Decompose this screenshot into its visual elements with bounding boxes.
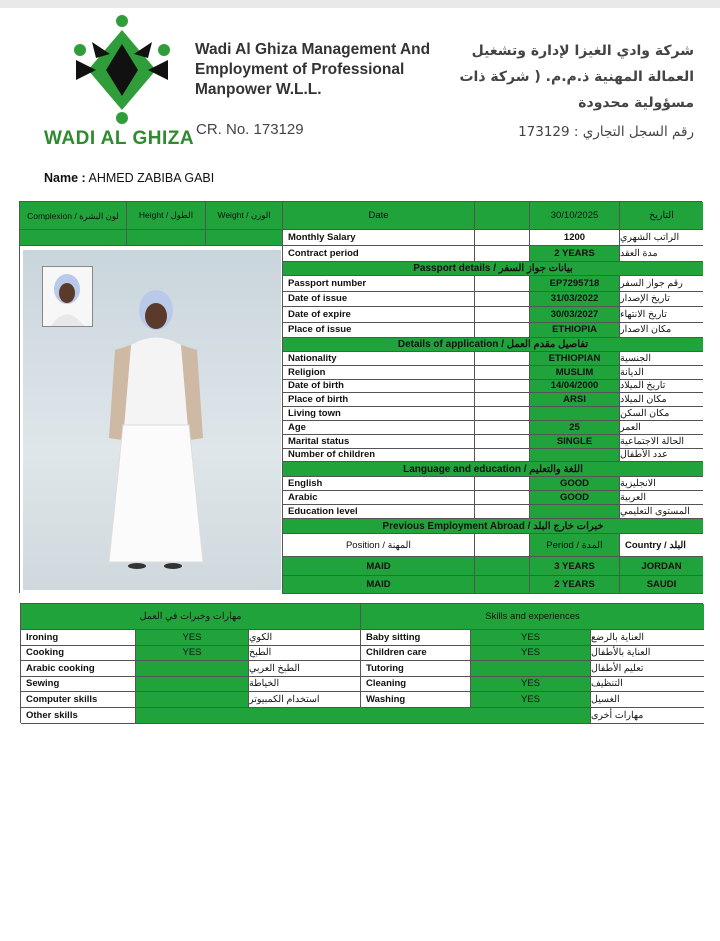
candidate-name-line: [44, 171, 214, 185]
application-row-spacer: [475, 352, 530, 366]
application-row-label: Living town: [283, 407, 475, 421]
salary-spacer: [475, 230, 530, 246]
skill-left-value: YES: [136, 646, 249, 662]
skill-left-value: [136, 677, 249, 693]
application-row-spacer: [475, 380, 530, 394]
language-row-value: [530, 505, 620, 519]
language-row-label: Education level: [283, 505, 475, 519]
position-spacer: [475, 534, 530, 557]
logo-wordmark: WADI AL GHIZA: [44, 128, 195, 149]
company-english-name: Wadi Al Ghiza Management And Employment of Professional Manpower W.L.L.: [195, 41, 431, 98]
contract-arabic-label: مدة العقد: [620, 246, 703, 262]
application-row-spacer: [475, 393, 530, 407]
application-row-spacer: [475, 435, 530, 449]
skills-title-english: Skills and experiences: [361, 604, 704, 630]
salary-value: 1200: [530, 230, 620, 246]
application-row-arabic-label: الحالة الاجتماعية: [620, 435, 703, 449]
passport-row-label: Passport number: [283, 276, 475, 292]
passport-row-label: Date of expire: [283, 307, 475, 323]
passport-row-arabic-label: مكان الاصدار: [620, 323, 703, 339]
skill-right-label: Children care: [361, 646, 471, 662]
salary-label: Monthly Salary: [283, 230, 475, 246]
application-row-value: ETHIOPIAN: [530, 352, 620, 366]
previous-spacer: [475, 557, 530, 575]
previous-position: MAID: [283, 557, 475, 575]
application-row-label: Place of birth: [283, 393, 475, 407]
skill-left-label: Ironing: [21, 630, 136, 646]
other-skills-arabic-label: مهارات أخرى: [591, 708, 704, 725]
passport-row-arabic-label: رقم جواز السفر: [620, 276, 703, 292]
position-header: Position / المهنة: [283, 534, 475, 557]
skill-left-value: [136, 692, 249, 708]
skill-left-arabic-label: الكوي: [249, 630, 361, 646]
date-label: Date: [283, 202, 475, 230]
skill-right-arabic-label: الغسيل: [591, 692, 704, 708]
passport-row-value: EP7295718: [530, 276, 620, 292]
other-skills-label: Other skills: [21, 708, 136, 725]
skill-left-label: Arabic cooking: [21, 661, 136, 677]
application-row-arabic-label: تاريخ الميلاد: [620, 380, 703, 394]
language-row-spacer: [475, 477, 530, 491]
application-row-label: Marital status: [283, 435, 475, 449]
portrait-icon: [43, 267, 92, 326]
skill-right-value: YES: [471, 646, 591, 662]
language-row-arabic-label: الانجليزية: [620, 477, 703, 491]
skill-right-value: YES: [471, 677, 591, 693]
skill-right-value: YES: [471, 630, 591, 646]
previous-country: SAUDI: [620, 576, 703, 594]
language-row-spacer: [475, 505, 530, 519]
language-row-arabic-label: المستوى التعليمي: [620, 505, 703, 519]
top-strip: [0, 0, 720, 8]
application-row-arabic-label: مكان السكن: [620, 407, 703, 421]
company-logo-icon: [66, 14, 178, 124]
passport-row-spacer: [475, 276, 530, 292]
previous-spacer: [475, 576, 530, 594]
skill-right-arabic-label: العناية بالأطفال: [591, 646, 704, 662]
language-section-header: Language and education / اللغة والتعليم: [283, 462, 703, 477]
contract-label: Contract period: [283, 246, 475, 262]
application-row-value: MUSLIM: [530, 366, 620, 380]
language-row-spacer: [475, 491, 530, 505]
skill-right-label: Washing: [361, 692, 471, 708]
passport-row-value: 31/03/2022: [530, 292, 620, 308]
application-row-label: Religion: [283, 366, 475, 380]
skill-right-value: YES: [471, 692, 591, 708]
company-arabic-name: شركة وادي الغيزا لإدارة وتشغيل العمالة المهنية ذ.م.م. ( شركة ذات مسؤولية محدودة: [459, 43, 694, 111]
application-row-spacer: [475, 421, 530, 435]
passport-row-value: ETHIOPIA: [530, 323, 620, 339]
skill-left-arabic-label: الخياطة: [249, 677, 361, 693]
date-spacer: [475, 202, 530, 230]
weight-value: [206, 230, 283, 246]
name-label: Name :: [44, 171, 86, 185]
skill-left-value: [136, 661, 249, 677]
skill-right-arabic-label: التنظيف: [591, 677, 704, 693]
company-arabic-cr: رقم السجل التجاري : 173129: [518, 124, 694, 140]
skill-left-arabic-label: استخدام الكمبيوتر: [249, 692, 361, 708]
application-row-value: SINGLE: [530, 435, 620, 449]
previous-position: MAID: [283, 576, 475, 594]
company-cr-number: CR. No. 173129: [196, 121, 304, 138]
language-row-arabic-label: العربية: [620, 491, 703, 505]
passport-row-spacer: [475, 323, 530, 339]
application-row-spacer: [475, 449, 530, 463]
weight-header: Weight / الوزن: [206, 202, 283, 230]
other-skills-value: [136, 708, 591, 725]
language-row-value: GOOD: [530, 491, 620, 505]
candidate-passport-photo: [42, 266, 93, 327]
application-row-arabic-label: عدد الأطفال: [620, 449, 703, 463]
application-section-header: Details of application / تفاصيل مقدم العمل: [283, 338, 703, 352]
application-row-arabic-label: الجنسية: [620, 352, 703, 366]
application-row-label: Age: [283, 421, 475, 435]
passport-row-arabic-label: تاريخ الإصدار: [620, 292, 703, 308]
application-row-label: Date of birth: [283, 380, 475, 394]
contract-spacer: [475, 246, 530, 262]
contract-value: 2 YEARS: [530, 246, 620, 262]
passport-row-spacer: [475, 307, 530, 323]
language-row-value: GOOD: [530, 477, 620, 491]
passport-section-header: Passport details / بيانات جواز السفر: [283, 262, 703, 276]
complexion-header: Complexion / لون البشرة: [20, 202, 127, 230]
skill-left-label: Sewing: [21, 677, 136, 693]
skill-left-arabic-label: الطبخ: [249, 646, 361, 662]
previous-period: 3 YEARS: [530, 557, 620, 575]
candidate-name: AHMED ZABIBA GABI: [88, 171, 215, 185]
skill-left-arabic-label: الطبخ العربي: [249, 661, 361, 677]
previous-period: 2 YEARS: [530, 576, 620, 594]
skill-right-value: [471, 661, 591, 677]
application-form: [19, 201, 702, 593]
language-row-label: Arabic: [283, 491, 475, 505]
period-header: Period / المدة: [530, 534, 620, 557]
skills-title-arabic: مهارات وخبرات في العمل: [21, 604, 361, 630]
skill-left-value: YES: [136, 630, 249, 646]
skills-table: [20, 603, 703, 723]
passport-row-arabic-label: تاريخ الانتهاء: [620, 307, 703, 323]
skill-right-label: Baby sitting: [361, 630, 471, 646]
application-row-spacer: [475, 366, 530, 380]
complexion-value: [20, 230, 127, 246]
application-row-value: 14/04/2000: [530, 380, 620, 394]
application-row-value: [530, 449, 620, 463]
country-header: Country / البلد: [620, 534, 703, 557]
passport-row-spacer: [475, 292, 530, 308]
previous-section-header: Previous Employment Abroad / خبرات خارج البلد: [283, 519, 703, 534]
height-header: Height / الطول: [127, 202, 206, 230]
skill-right-arabic-label: تعليم الأطفال: [591, 661, 704, 677]
date-arabic-label: التاريخ: [620, 202, 703, 230]
application-row-arabic-label: مكان الميلاد: [620, 393, 703, 407]
language-row-label: English: [283, 477, 475, 491]
application-row-spacer: [475, 407, 530, 421]
skill-right-label: Cleaning: [361, 677, 471, 693]
application-row-value: [530, 407, 620, 421]
previous-country: JORDAN: [620, 557, 703, 575]
skill-right-arabic-label: العناية بالرضع: [591, 630, 704, 646]
letterhead: [0, 8, 720, 168]
application-row-arabic-label: العمر: [620, 421, 703, 435]
application-row-label: Nationality: [283, 352, 475, 366]
date-value: 30/10/2025: [530, 202, 620, 230]
passport-row-label: Place of issue: [283, 323, 475, 339]
application-row-label: Number of children: [283, 449, 475, 463]
skill-right-label: Tutoring: [361, 661, 471, 677]
passport-row-label: Date of issue: [283, 292, 475, 308]
application-row-value: ARSI: [530, 393, 620, 407]
skill-left-label: Cooking: [21, 646, 136, 662]
skill-left-label: Computer skills: [21, 692, 136, 708]
salary-arabic-label: الراتب الشهري: [620, 230, 703, 246]
application-row-value: 25: [530, 421, 620, 435]
height-value: [127, 230, 206, 246]
passport-row-value: 30/03/2027: [530, 307, 620, 323]
application-row-arabic-label: الديانة: [620, 366, 703, 380]
